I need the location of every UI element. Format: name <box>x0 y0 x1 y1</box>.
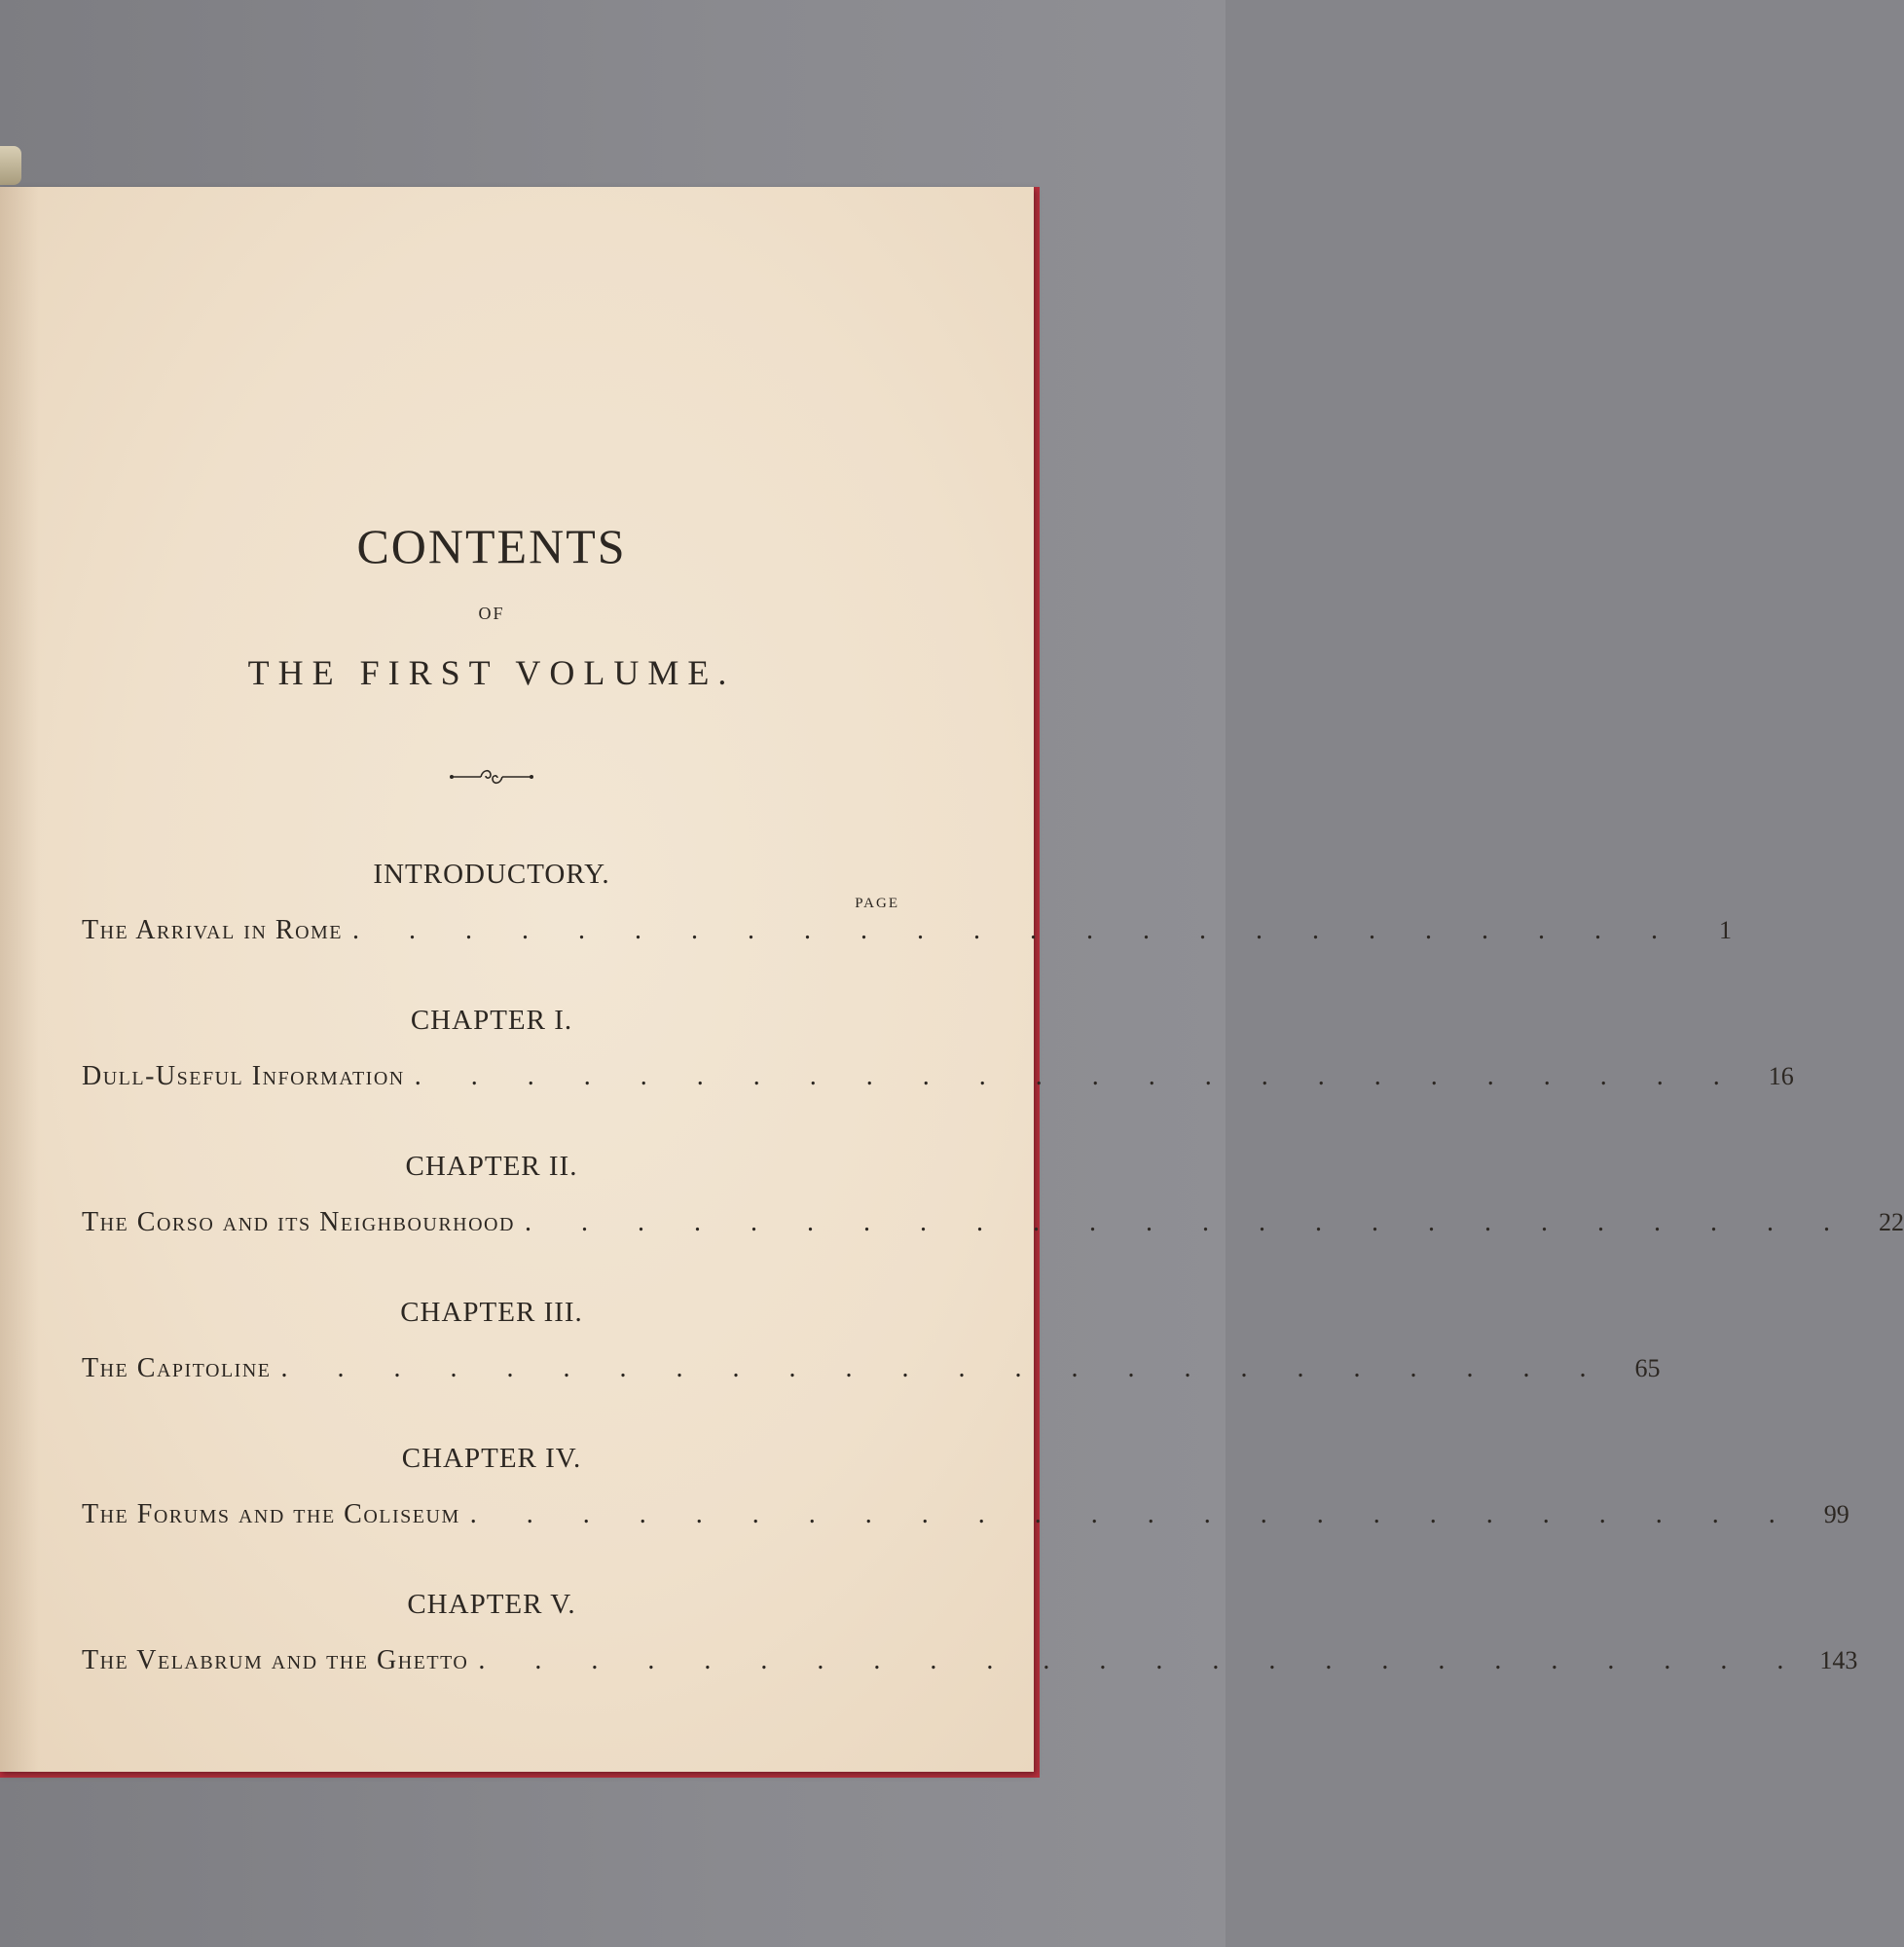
chapter-heading: CHAPTER IV. <box>401 1443 582 1474</box>
toc-entry-title: The Forums and the Coliseum <box>82 1499 460 1529</box>
dot-leader: . . . . . . . . . . . . . . . . . . . . . . . . <box>478 1645 1806 1675</box>
toc-entry-page: 99 <box>1823 1500 1849 1528</box>
toc-entry <box>82 1207 1904 1240</box>
chapter-heading: CHAPTER II. <box>405 1151 578 1182</box>
gutter-shadow <box>0 187 39 1772</box>
toc-entry <box>82 1499 1849 1532</box>
book-page <box>0 187 1904 1772</box>
scroll-ornament-icon <box>448 765 535 789</box>
toc-entry-page: 1 <box>1719 916 1733 944</box>
toc-entry-page: 143 <box>1819 1646 1858 1674</box>
toc-entry <box>82 1061 1794 1094</box>
toc-entry <box>82 1353 1661 1386</box>
chapter-heading: CHAPTER I. <box>410 1005 573 1036</box>
toc-entry-title: The Capitoline <box>82 1353 272 1383</box>
dot-leader: . . . . . . . . . . . . . . . . . . . . . . . . <box>469 1499 1797 1529</box>
toc-entry-page: 16 <box>1768 1062 1794 1090</box>
dot-leader: . . . . . . . . . . . . . . . . . . . . . . . . <box>352 915 1680 945</box>
toc-entry <box>82 1645 1858 1678</box>
contents-title: CONTENTS <box>356 519 627 573</box>
toc-entry-page: 65 <box>1634 1354 1661 1382</box>
volume-title: THE FIRST VOLUME. <box>247 653 736 692</box>
toc-entry-page: 22 <box>1878 1208 1904 1236</box>
binding-thread <box>0 146 21 185</box>
dot-leader: . . . . . . . . . . . . . . . . . . . . . . . . <box>414 1061 1741 1091</box>
dot-leader: . . . . . . . . . . . . . . . . . . . . . . . . <box>524 1207 1851 1237</box>
toc-entry-title: The Corso and its Neighbourhood <box>82 1207 515 1237</box>
contents-of: OF <box>478 604 505 623</box>
dot-leader: . . . . . . . . . . . . . . . . . . . . . . . . <box>280 1353 1608 1383</box>
chapter-heading: CHAPTER III. <box>400 1297 583 1328</box>
toc-entry-title: The Velabrum and the Ghetto <box>82 1645 469 1675</box>
chapter-heading: CHAPTER V. <box>407 1589 576 1620</box>
toc-entry <box>82 915 1733 948</box>
section-heading: INTRODUCTORY. <box>373 859 610 890</box>
page-column-label: PAGE <box>855 896 899 911</box>
toc-entry-title: The Arrival in Rome <box>82 915 344 945</box>
toc-entry-title: Dull-Useful Information <box>82 1061 405 1091</box>
